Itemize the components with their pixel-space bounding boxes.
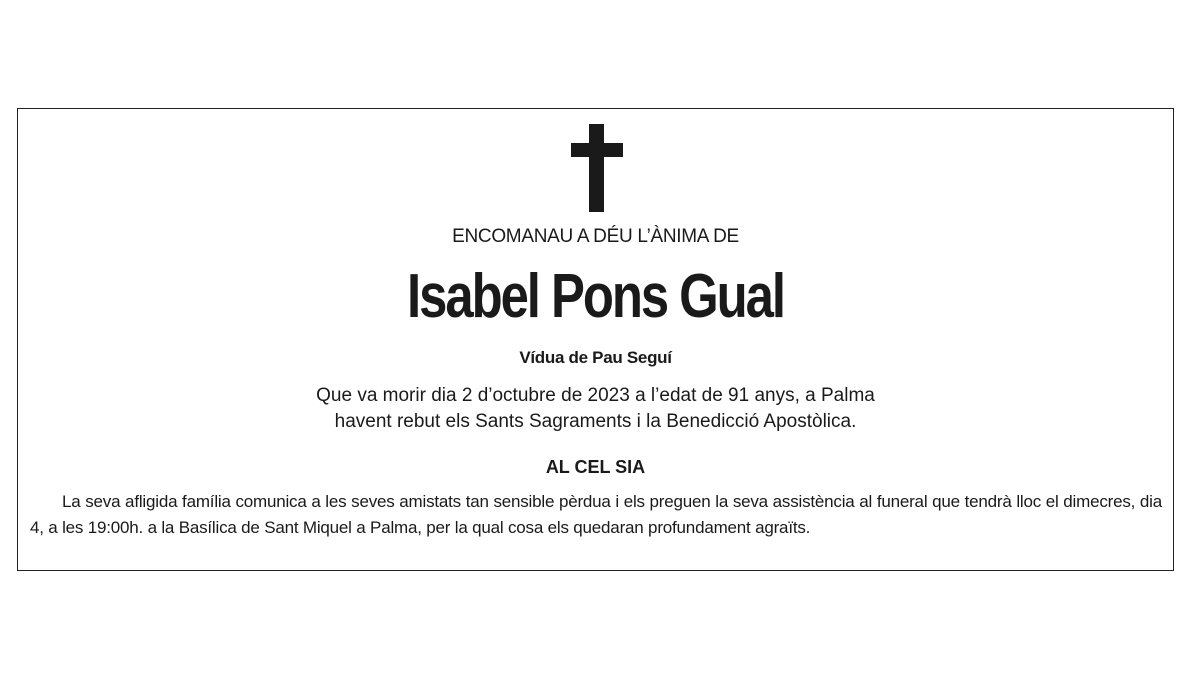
death-details-line-2: havent rebut els Sants Sagraments i la Benedicció Apostòlica. <box>334 411 857 432</box>
intro-text: ENCOMANAU A DÉU L’ÀNIMA DE <box>452 226 739 247</box>
rip-heading: AL CEL SIA <box>545 457 646 477</box>
deceased-name: Isabel Pons Gual <box>407 262 784 331</box>
death-details-line-1: Que va morir dia 2 d’octubre de 2023 a l’edat de 91 anys, a Palma <box>316 385 875 406</box>
family-message: La seva afligida família comunica a les seves amistats tan sensible pèrdua i els preguen la seva assistència al funeral que tendrà lloc el dimecres, dia 4, a les 19:00h. a la Basílica de Sant Miquel a Palma, per la qual cosa els quedaran profundament agraïts. <box>30 492 1162 537</box>
widow-of-text: Vídua de Pau Seguí <box>519 348 672 367</box>
cross-icon <box>571 124 623 212</box>
